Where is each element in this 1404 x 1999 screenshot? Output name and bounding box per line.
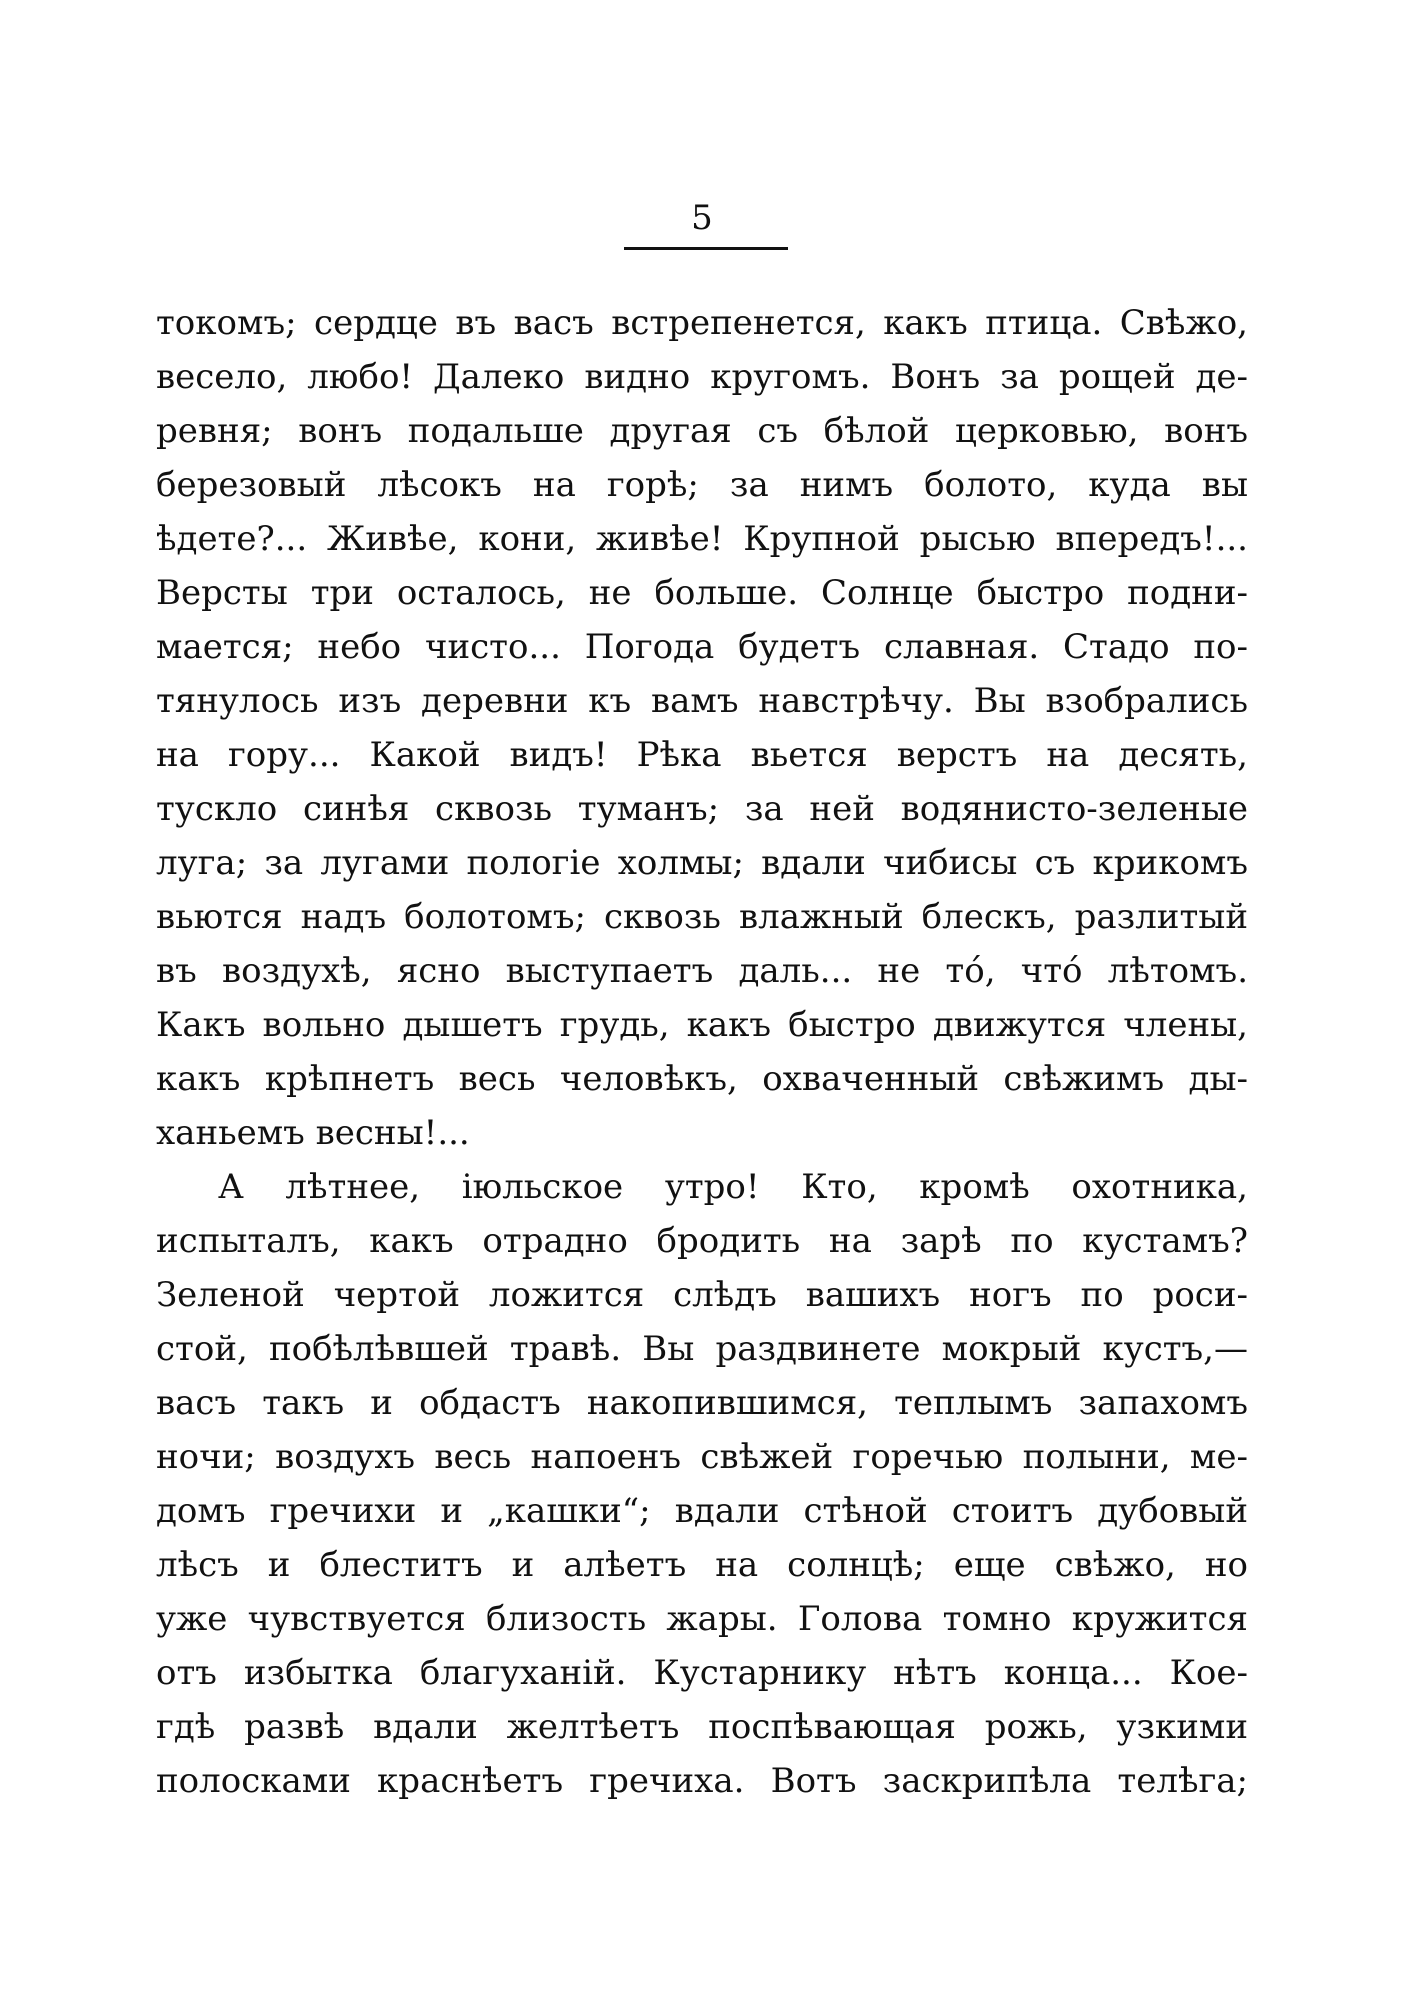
text-line: Зеленой чертой ложится слѣдъ вашихъ ногъ по роси- — [156, 1275, 1248, 1315]
page-number: 5 — [691, 198, 713, 238]
text-line: лѣсъ и блеститъ и алѣетъ на солнцѣ; еще свѣжо, но — [156, 1545, 1248, 1585]
text-line: отъ избытка благуханій. Кустарнику нѣтъ конца... Кое- — [156, 1653, 1248, 1693]
text-line: стой, побѣлѣвшей травѣ. Вы раздвинете мокрый кустъ,— — [156, 1329, 1248, 1369]
text-line: березовый лѣсокъ на горѣ; за нимъ болото, куда вы — [156, 465, 1248, 505]
text-line: гдѣ развѣ вдали желтѣетъ поспѣвающая рожь, узкими — [156, 1707, 1248, 1747]
text-line: домъ гречихи и „кашки“; вдали стѣной стоитъ дубовый — [156, 1491, 1248, 1531]
paragraph-start-line: А лѣтнее, іюльское утро! Кто, кромѣ охотника, — [218, 1167, 1248, 1207]
text-line: испыталъ, какъ отрадно бродить на зарѣ по кустамъ? — [156, 1221, 1248, 1261]
text-line: токомъ; сердце въ васъ встрепенется, какъ птица. Свѣжо, — [156, 303, 1248, 343]
body-text — [156, 296, 1248, 1808]
header-rule — [624, 247, 788, 250]
text-line: на гору... Какой видъ! Рѣка вьется верстъ на десять, — [156, 735, 1248, 775]
text-line: вьются надъ болотомъ; сквозь влажный блескъ, разлитый — [156, 897, 1248, 937]
text-line: луга; за лугами пологіе холмы; вдали чибисы съ крикомъ — [156, 843, 1248, 883]
text-line: ѣдете?... Живѣе, кони, живѣе! Крупной рысью впередъ!... — [156, 519, 1248, 559]
text-line: мается; небо чисто... Погода будетъ славная. Стадо по- — [156, 627, 1248, 667]
text-line: ночи; воздухъ весь напоенъ свѣжей горечью полыни, ме- — [156, 1437, 1248, 1477]
text-line: тянулось изъ деревни къ вамъ навстрѣчу. Вы взобрались — [156, 681, 1248, 721]
text-line: полосками краснѣетъ гречиха. Вотъ заскрипѣла телѣга; — [156, 1761, 1248, 1801]
paragraph-end-line: ханьемъ весны!... — [156, 1113, 470, 1153]
text-line: въ воздухѣ, ясно выступаетъ даль... не тó, чтó лѣтомъ. — [156, 951, 1248, 991]
text-line: какъ крѣпнетъ весь человѣкъ, охваченный свѣжимъ ды- — [156, 1059, 1248, 1099]
text-line: Какъ вольно дышетъ грудь, какъ быстро движутся члены, — [156, 1005, 1248, 1045]
text-line: Версты три осталось, не больше. Солнце быстро подни- — [156, 573, 1248, 613]
text-line: ревня; вонъ подальше другая съ бѣлой церковью, вонъ — [156, 411, 1248, 451]
text-line: весело, любо! Далеко видно кругомъ. Вонъ за рощей де- — [156, 357, 1248, 397]
text-line: васъ такъ и обдастъ накопившимся, теплымъ запахомъ — [156, 1383, 1248, 1423]
text-line: уже чувствуется близость жары. Голова томно кружится — [156, 1599, 1248, 1639]
text-line: тускло синѣя сквозь туманъ; за ней водянисто-зеленые — [156, 789, 1248, 829]
